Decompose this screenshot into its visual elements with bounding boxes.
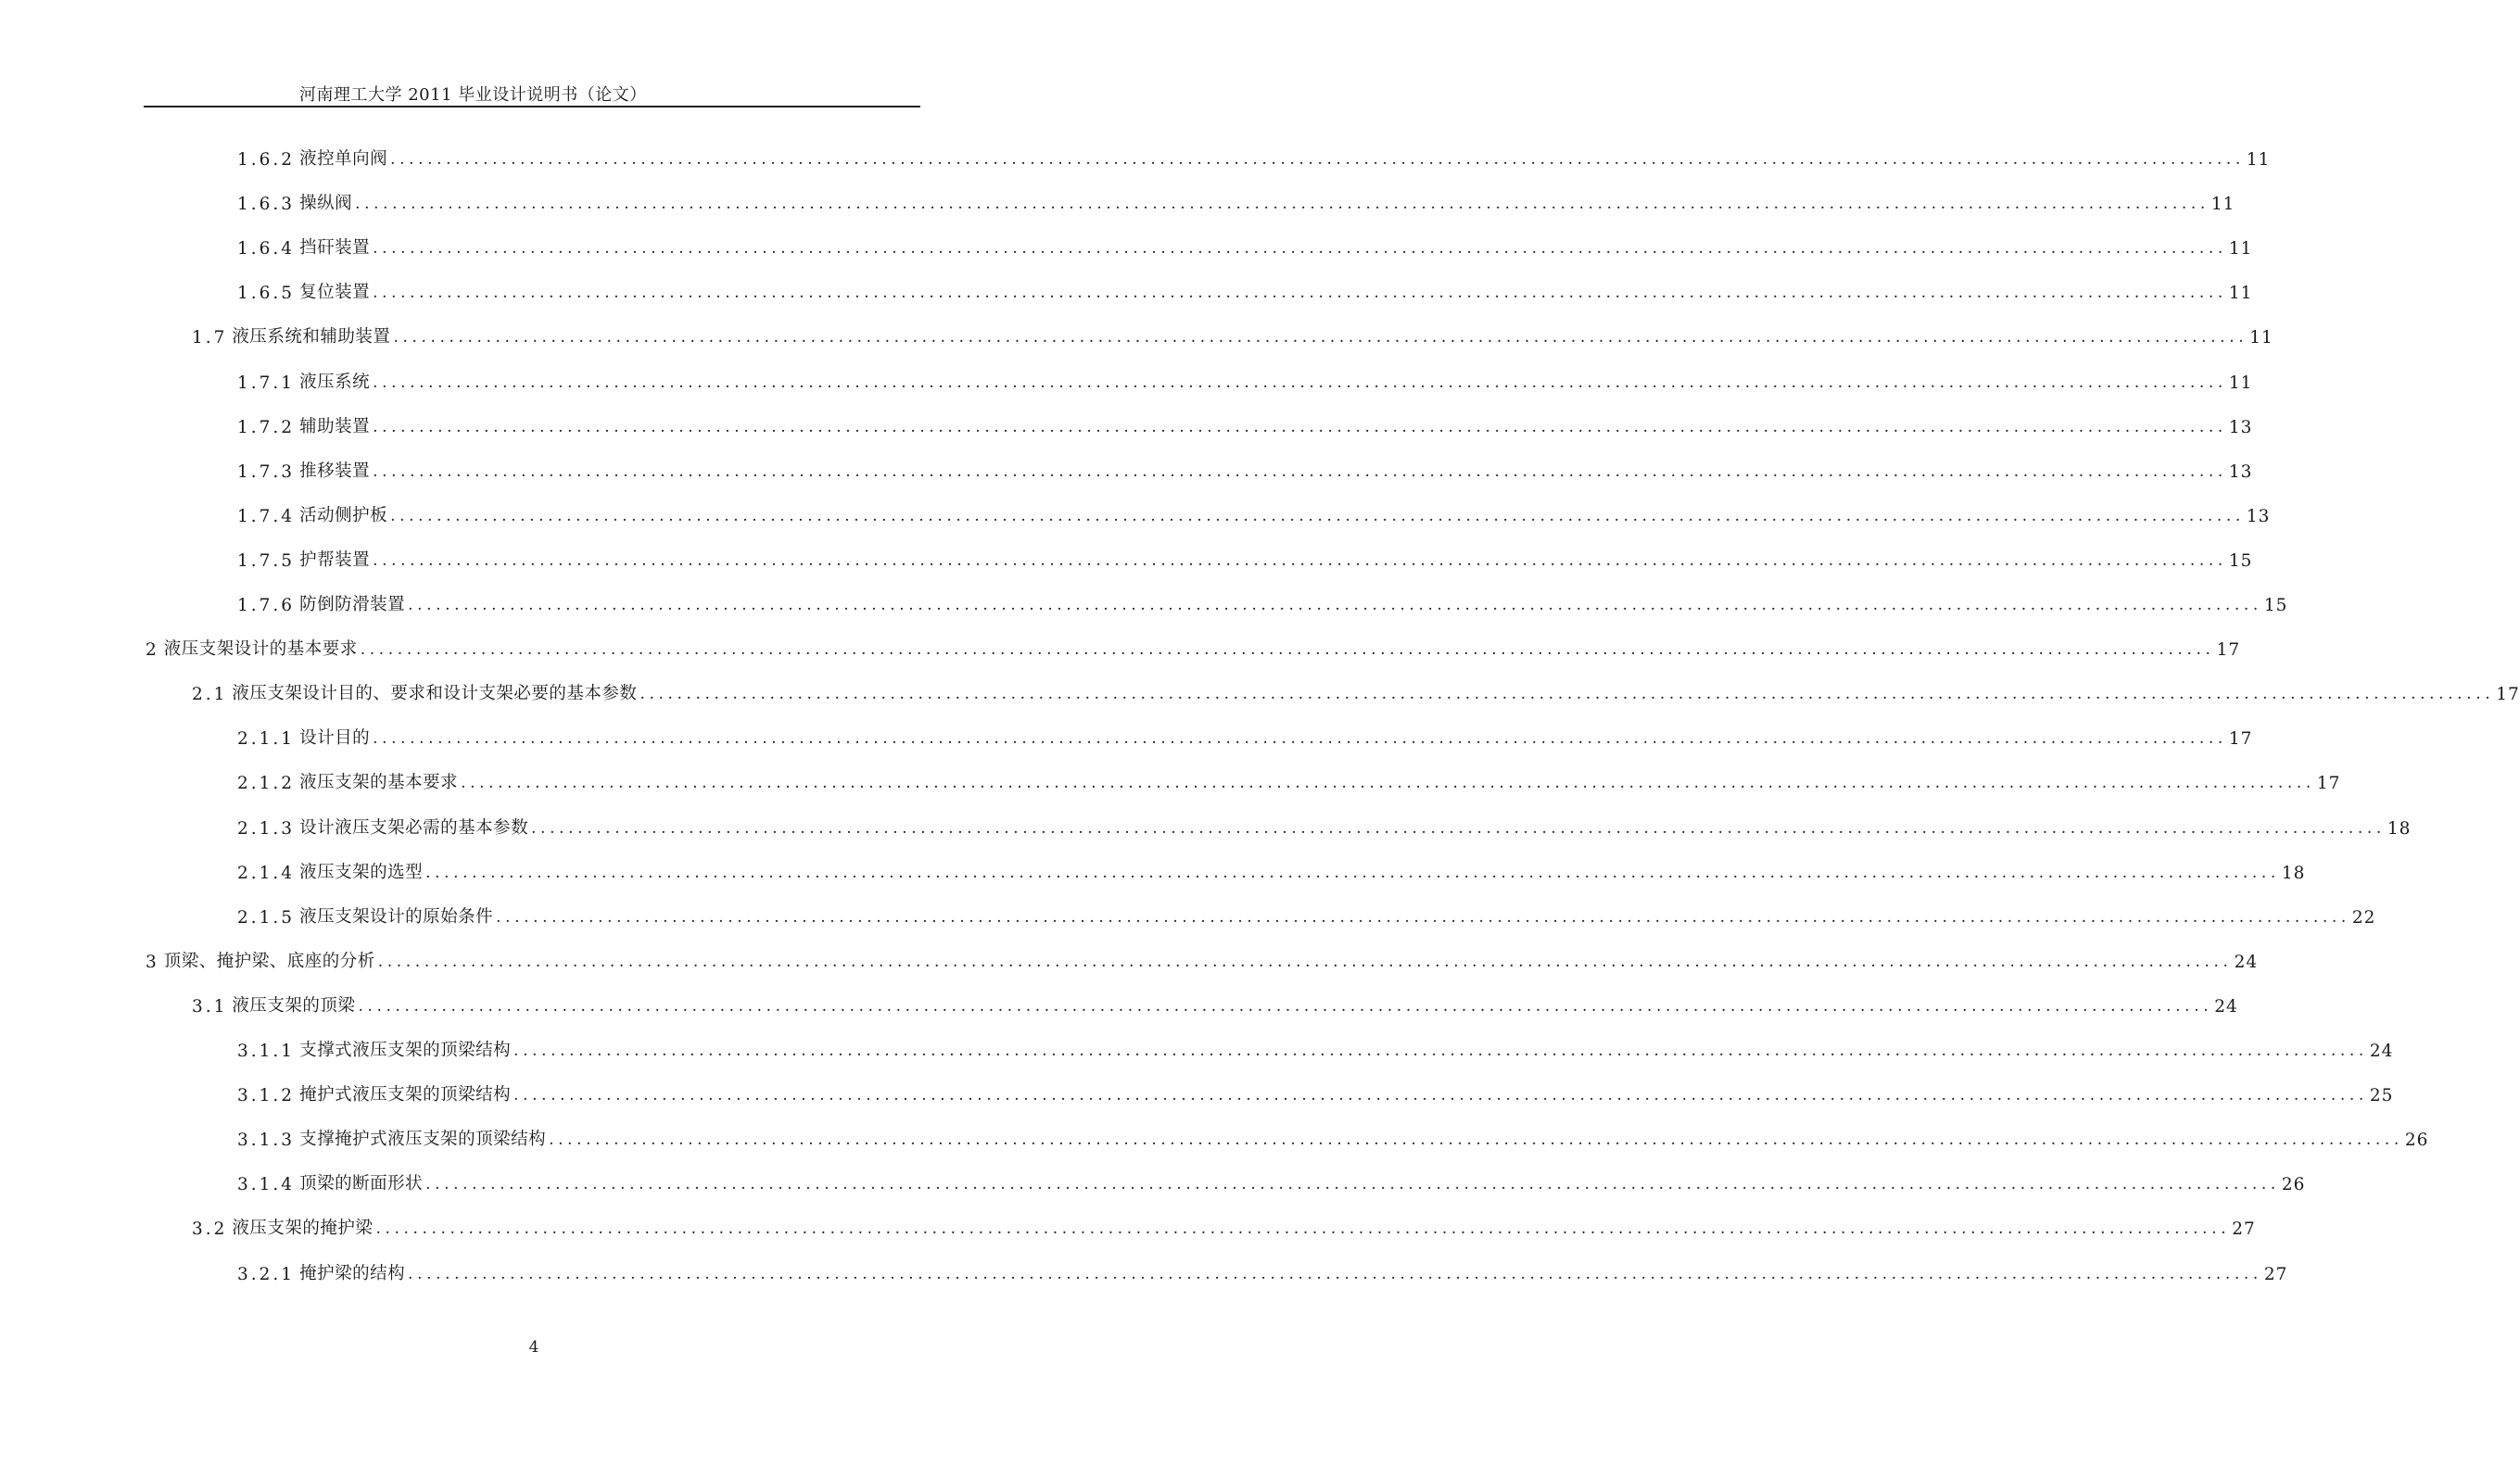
toc-entry-title: 液压支架的选型 — [299, 862, 424, 882]
toc-entry-page: 26 — [2404, 1131, 2429, 1151]
toc-entry[interactable] — [192, 323, 2273, 348]
toc-entry-page: 13 — [2246, 506, 2271, 526]
toc-entry-page: 11 — [2210, 195, 2235, 215]
toc-entry-number: 3.1.3 — [237, 1131, 296, 1151]
toc-entry-page: 11 — [2228, 284, 2253, 304]
toc-entry-title: 液压系统和辅助装置 — [232, 327, 391, 347]
toc-entry-number: 1.7.3 — [237, 461, 296, 482]
toc-entry-title: 液控单向阀 — [299, 149, 388, 169]
toc-leader-dots: ........................................................................................................................................................................................................ — [355, 195, 2210, 214]
toc-entry[interactable] — [237, 591, 2288, 615]
toc-entry-title: 液压支架的掩护梁 — [232, 1219, 374, 1239]
toc-entry-page: 15 — [2228, 550, 2253, 571]
page-header — [144, 80, 920, 107]
toc-leader-dots: ........................................................................................................................................................................................................ — [373, 284, 2227, 303]
toc-entry[interactable] — [237, 1126, 2429, 1151]
toc-entry-title: 顶梁的断面形状 — [299, 1174, 424, 1194]
toc-leader-dots: ........................................................................................................................................................................................................ — [408, 1264, 2262, 1283]
toc-entry-title: 护帮装置 — [299, 550, 371, 570]
toc-entry-title: 复位装置 — [299, 283, 371, 303]
toc-entry-title: 设计液压支架必需的基本参数 — [299, 817, 529, 838]
toc-entry-page: 22 — [2351, 907, 2376, 928]
toc-entry[interactable] — [146, 948, 2259, 972]
toc-entry-number: 3.1 — [192, 996, 228, 1017]
toc-entry-number: 3 — [146, 952, 159, 972]
toc-entry-title: 液压支架的基本要求 — [299, 773, 459, 793]
toc-entry-page: 24 — [2234, 952, 2259, 972]
toc-entry-number: 1.7.4 — [237, 506, 296, 526]
toc-entry[interactable] — [237, 458, 2253, 482]
toc-entry-page: 15 — [2263, 596, 2288, 615]
toc-entry-number: 1.7.1 — [237, 373, 296, 393]
toc-entry-page: 17 — [2496, 685, 2520, 705]
toc-leader-dots: ........................................................................................................................................................................................................ — [373, 461, 2227, 481]
toc-entry-number: 2.1.1 — [237, 729, 296, 750]
toc-leader-dots: ........................................................................................................................................................................................................ — [390, 150, 2245, 169]
toc-entry-number: 3.2.1 — [237, 1264, 296, 1284]
toc-leader-dots: ........................................................................................................................................................................................................ — [425, 863, 2280, 882]
toc-entry-page: 18 — [2387, 818, 2412, 839]
toc-entry-page: 18 — [2281, 863, 2306, 883]
toc-entry[interactable] — [237, 369, 2253, 393]
toc-entry-page: 11 — [2246, 150, 2271, 170]
toc-entry-page: 17 — [2216, 640, 2241, 661]
toc-entry-page: 13 — [2228, 461, 2253, 482]
toc-leader-dots: ........................................................................................................................................................................................................ — [373, 417, 2227, 436]
toc-entry-number: 2.1.5 — [237, 907, 296, 928]
toc-entry-title: 液压支架的顶梁 — [232, 995, 356, 1016]
header-title: 河南理工大学 2011 毕业设计说明书（论文） — [299, 85, 647, 105]
toc-entry-title: 推移装置 — [299, 461, 371, 481]
toc-leader-dots: ........................................................................................................................................................................................................ — [360, 640, 2215, 660]
toc-entry[interactable] — [146, 636, 2241, 661]
toc-entry-title: 设计目的 — [299, 728, 371, 749]
toc-entry-number: 1.7.6 — [237, 596, 296, 615]
toc-entry-page: 11 — [2228, 373, 2253, 393]
toc-entry-title: 防倒防滑装置 — [299, 595, 406, 614]
toc-entry[interactable] — [237, 547, 2253, 571]
toc-entry-number: 1.6.2 — [237, 150, 296, 170]
toc-entry-page: 24 — [2214, 996, 2238, 1017]
toc-leader-dots: ........................................................................................................................................................................................................ — [358, 996, 2213, 1016]
toc-entry-page: 24 — [2369, 1042, 2394, 1061]
toc-leader-dots: ........................................................................................................................................................................................................ — [408, 596, 2262, 614]
toc-entry[interactable] — [237, 815, 2412, 839]
toc-entry-title: 掩护梁的结构 — [299, 1263, 406, 1283]
toc-entry-page: 17 — [2228, 729, 2253, 750]
toc-leader-dots: ........................................................................................................................................................................................................ — [373, 550, 2227, 570]
toc-entry-number: 2 — [146, 640, 159, 661]
toc-entry-title: 支撑掩护式液压支架的顶梁结构 — [299, 1130, 547, 1150]
toc-entry-page: 17 — [2316, 774, 2341, 794]
toc-leader-dots: ........................................................................................................................................................................................................ — [513, 1042, 2368, 1060]
toc-entry-title: 挡矸装置 — [299, 238, 371, 259]
toc-leader-dots: ........................................................................................................................................................................................................ — [639, 685, 2495, 704]
toc-entry[interactable] — [237, 903, 2376, 928]
toc-entry-title: 液压支架设计的原始条件 — [299, 906, 494, 927]
toc-entry-number: 2.1.4 — [237, 863, 296, 883]
toc-entry-number: 1.6.3 — [237, 195, 296, 215]
toc-leader-dots: ........................................................................................................................................................................................................ — [513, 1086, 2368, 1105]
toc-leader-dots: ........................................................................................................................................................................................................ — [425, 1175, 2280, 1194]
toc-entry-title: 支撑式液压支架的顶梁结构 — [299, 1041, 512, 1060]
toc-entry-number: 1.6.4 — [237, 239, 296, 259]
toc-entry-title: 活动侧护板 — [299, 505, 388, 525]
toc-leader-dots: ........................................................................................................................................................................................................ — [373, 373, 2227, 392]
toc-entry[interactable] — [237, 413, 2253, 437]
toc-entry[interactable] — [237, 1170, 2306, 1195]
toc-entry[interactable] — [237, 234, 2253, 259]
toc-entry[interactable] — [237, 725, 2253, 750]
toc-entry-page: 25 — [2369, 1086, 2394, 1106]
toc-entry-title: 掩护式液压支架的顶梁结构 — [299, 1085, 512, 1105]
toc-entry-title: 辅助装置 — [299, 416, 371, 436]
toc-entry-number: 1.6.5 — [237, 284, 296, 304]
toc-leader-dots: ........................................................................................................................................................................................................ — [373, 729, 2227, 749]
toc-leader-dots: ........................................................................................................................................................................................................ — [531, 818, 2386, 838]
toc-leader-dots: ........................................................................................................................................................................................................ — [373, 239, 2227, 259]
toc-entry[interactable] — [237, 1081, 2394, 1106]
toc-leader-dots: ........................................................................................................................................................................................................ — [377, 952, 2233, 971]
toc-entry-page: 13 — [2228, 417, 2253, 437]
toc-entry-page: 26 — [2281, 1175, 2306, 1195]
toc-entry-number: 3.1.4 — [237, 1175, 296, 1195]
toc-entry-number: 3.1.2 — [237, 1086, 296, 1106]
toc-entry-title: 操纵阀 — [299, 194, 353, 214]
toc-leader-dots: ........................................................................................................................................................................................................ — [375, 1219, 2231, 1239]
toc-entry[interactable] — [237, 859, 2306, 883]
toc-entry-page: 27 — [2263, 1264, 2288, 1284]
toc-entry-number: 1.7.2 — [237, 417, 296, 437]
toc-entry[interactable] — [192, 680, 2520, 705]
toc-entry-title: 液压支架设计目的、要求和设计支架必要的基本参数 — [232, 684, 638, 704]
toc-entry-number: 2.1.2 — [237, 774, 296, 794]
toc-entry-page: 11 — [2228, 239, 2253, 259]
toc-entry-number: 1.7.5 — [237, 550, 296, 571]
toc-leader-dots: ........................................................................................................................................................................................................ — [461, 774, 2315, 793]
toc-entry-title: 液压支架设计的基本要求 — [163, 639, 358, 660]
toc-leader-dots: ........................................................................................................................................................................................................ — [390, 506, 2245, 525]
toc-entry-number: 3.2 — [192, 1219, 228, 1240]
toc-entry-number: 3.1.1 — [237, 1042, 296, 1061]
toc-leader-dots: ........................................................................................................................................................................................................ — [496, 907, 2350, 927]
toc-entry[interactable] — [237, 145, 2271, 170]
toc-entry[interactable] — [237, 279, 2253, 304]
toc-entry[interactable] — [192, 1215, 2256, 1240]
toc-entry[interactable] — [237, 502, 2271, 526]
toc-entry-title: 顶梁、掩护梁、底座的分析 — [163, 951, 375, 971]
toc-entry-page: 11 — [2249, 328, 2273, 348]
page-number: 4 — [528, 1338, 539, 1357]
toc-leader-dots: ........................................................................................................................................................................................................ — [549, 1131, 2403, 1150]
toc-entry-page: 27 — [2232, 1219, 2256, 1240]
toc-entry[interactable] — [237, 1037, 2394, 1061]
toc-entry[interactable] — [192, 992, 2238, 1017]
toc-entry[interactable] — [237, 769, 2341, 794]
toc-entry-number: 2.1.3 — [237, 818, 296, 839]
toc-entry[interactable] — [237, 190, 2235, 215]
toc-entry-number: 2.1 — [192, 685, 228, 705]
toc-leader-dots: ........................................................................................................................................................................................................ — [393, 328, 2248, 347]
toc-entry-title: 液压系统 — [299, 372, 371, 392]
toc-entry-number: 1.7 — [192, 328, 228, 348]
toc-entry[interactable] — [237, 1260, 2288, 1284]
